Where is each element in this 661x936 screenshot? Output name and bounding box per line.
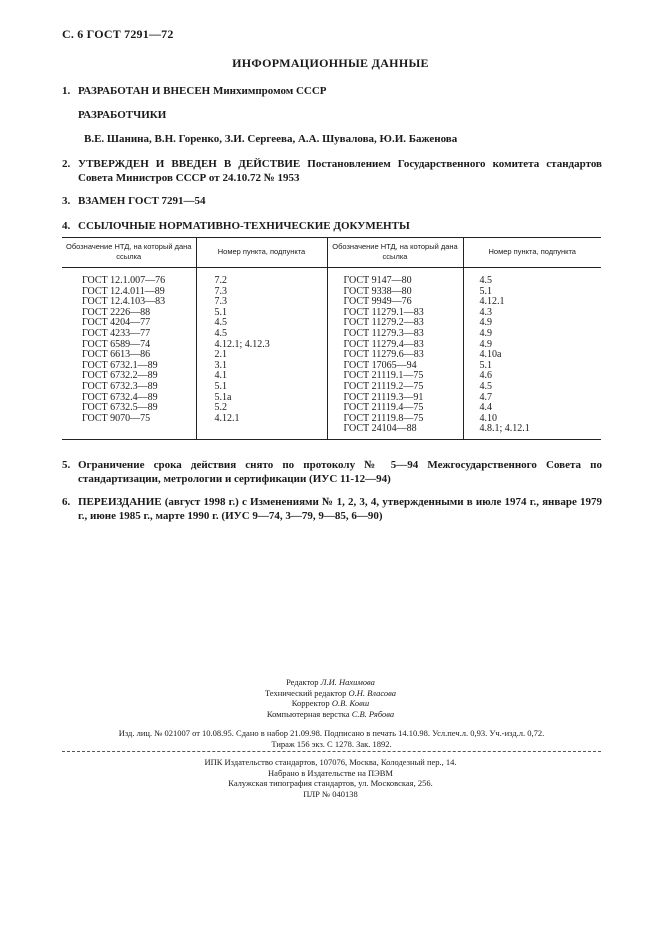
ntd-cell: ГОСТ 12.4.011—89 <box>82 285 165 297</box>
ntd-cell: ГОСТ 21119.3—91 <box>327 393 463 404</box>
clause-cell: 4.3 <box>463 308 601 319</box>
ntd-cell <box>62 424 196 439</box>
divider-line <box>62 751 601 752</box>
item-5 <box>62 458 602 486</box>
clause-cell: 4.1 <box>196 371 327 382</box>
clause-cell: 7.3 <box>196 287 327 298</box>
clause-cell: 3.1 <box>196 361 327 372</box>
item-number: 1. <box>62 85 71 97</box>
reference-documents-table <box>62 237 601 440</box>
clause-cell: 2.1 <box>196 350 327 361</box>
clause-cell: 4.10 <box>463 414 601 425</box>
ntd-cell: ГОСТ 12.4.103—83 <box>82 296 166 308</box>
ntd-cell: ГОСТ 11279.4—83 <box>327 340 463 351</box>
clause-cell: 4.12.1; 4.12.3 <box>196 340 327 351</box>
clause-cell: 4.9 <box>463 318 601 329</box>
clause-cell: 4.5 <box>463 268 601 287</box>
item-text: РАЗРАБОТАН И ВНЕСЕН Минхимпромом СССР <box>78 85 327 97</box>
ntd-cell: ГОСТ 6732.4—89 <box>82 391 158 403</box>
clause-cell: 4.9 <box>463 340 601 351</box>
ntd-cell: ГОСТ 12.1.007—76 <box>82 275 166 286</box>
clause-cell: 5.2 <box>196 403 327 414</box>
role: Редактор <box>286 677 319 687</box>
item-text: УТВЕРЖДЕН И ВВЕДЕН В ДЕЙСТВИЕ Постановлением Государственного комитета стандартов Совета Министров СССР от 24.10.72 № 1953 <box>78 158 602 184</box>
table-row <box>62 424 601 439</box>
clause-cell: 7.2 <box>196 268 327 287</box>
print-run-details: Тираж 156 экз. С 1278. Зак. 1892. <box>271 739 392 749</box>
ntd-cell: ГОСТ 6589—74 <box>82 338 151 350</box>
role: Корректор <box>291 698 330 708</box>
clause-cell: 5.1 <box>463 361 601 372</box>
clause-cell: 4.5 <box>196 329 327 340</box>
ntd-cell: ГОСТ 24104—88 <box>327 424 463 439</box>
table-row <box>62 382 601 393</box>
ntd-cell: ГОСТ 11279.6—83 <box>327 350 463 361</box>
ntd-cell: ГОСТ 21119.4—75 <box>327 403 463 414</box>
clause-cell: 4.12.1 <box>196 414 327 425</box>
table-row <box>62 268 601 287</box>
developers-names: В.Е. Шанина, В.Н. Горенко, З.И. Сергеева, А.А. Шувалова, Ю.И. Баженова <box>84 133 458 145</box>
item-2 <box>62 157 602 185</box>
role: Компьютерная верстка <box>266 708 350 719</box>
clause-cell: 4.8.1; 4.12.1 <box>463 424 601 439</box>
item-text: ПЕРЕИЗДАНИЕ (август 1998 г.) с Изменениями № 1, 2, 3, 4, утвержденными в июле 1974 г., январе 1979 г., июне 1985 г., марте 1990 г. (ИУС 9—74, 3—79, 9—85, 6—90) <box>78 496 602 522</box>
table-header-ntd-left: Обозначение НТД, на который дана ссылка <box>62 238 196 268</box>
table-header-clause-right: Номер пункта, подпункта <box>463 238 601 268</box>
publisher-line: ПЛР № 040138 <box>303 788 358 799</box>
ntd-cell: ГОСТ 4204—77 <box>82 317 151 329</box>
role: Технический редактор <box>264 687 347 698</box>
ntd-cell: ГОСТ 4233—77 <box>82 327 151 339</box>
person: С.В. Рябова <box>351 708 395 719</box>
clause-cell: 5.1 <box>196 308 327 319</box>
ntd-cell: ГОСТ 6732.3—89 <box>82 380 158 392</box>
person: Л.И. Нахимова <box>320 677 375 687</box>
ntd-cell: ГОСТ 21119.8—75 <box>327 414 463 425</box>
publisher-info <box>0 757 661 799</box>
ntd-cell: ГОСТ 9338—80 <box>327 287 463 298</box>
imprint-layout <box>0 709 661 720</box>
clause-cell: 5.1 <box>196 382 327 393</box>
ntd-cell: ГОСТ 6613—86 <box>82 349 151 361</box>
ntd-cell: ГОСТ 17065—94 <box>327 361 463 372</box>
ntd-cell: ГОСТ 9070—75 <box>82 412 151 424</box>
item-6 <box>62 495 602 523</box>
ntd-cell: ГОСТ 6732.1—89 <box>82 359 158 371</box>
ntd-cell: ГОСТ 6732.2—89 <box>82 370 158 382</box>
ntd-cell: ГОСТ 9949—76 <box>327 297 463 308</box>
clause-cell: 4.10а <box>463 350 601 361</box>
clause-cell: 5.1 <box>463 287 601 298</box>
clause-cell: 4.9 <box>463 329 601 340</box>
ntd-cell: ГОСТ 11279.1—83 <box>327 308 463 319</box>
item-number: 3. <box>62 195 71 207</box>
publication-details: Изд. лиц. № 021007 от 10.08.95. Сдано в набор 21.09.98. Подписано в печать 14.10.98. Усл.печ.л. 0,93. Уч.-изд.л. 0,72. <box>118 728 545 738</box>
section-title: ИНФОРМАЦИОННЫЕ ДАННЫЕ <box>232 56 429 70</box>
clause-cell: 4.5 <box>196 318 327 329</box>
clause-cell: 7.3 <box>196 297 327 308</box>
item-3 <box>62 194 602 208</box>
table-header-row <box>62 238 601 268</box>
item-text: ССЫЛОЧНЫЕ НОРМАТИВНО-ТЕХНИЧЕСКИЕ ДОКУМЕНТЫ <box>78 220 410 232</box>
ntd-cell: ГОСТ 21119.1—75 <box>327 371 463 382</box>
ntd-cell: ГОСТ 11279.3—83 <box>327 329 463 340</box>
item-number: 4. <box>62 220 71 232</box>
item-text: Ограничение срока действия снято по протоколу № 5—94 Межгосударственного Совета по стандартизации, метрологии и сертификации (ИУС 11-12—94) <box>78 459 602 485</box>
clause-cell: 5.1а <box>196 393 327 404</box>
table-row <box>62 329 601 340</box>
item-number: 6. <box>62 496 71 508</box>
person: О.Н. Власова <box>348 687 397 698</box>
imprint-tech-editor <box>0 688 661 699</box>
clause-cell: 4.4 <box>463 403 601 414</box>
clause-cell: 4.7 <box>463 393 601 404</box>
table-body <box>62 268 601 440</box>
clause-cell: 4.12.1 <box>463 297 601 308</box>
imprint-staff <box>0 677 661 719</box>
imprint-editor <box>0 677 661 688</box>
publisher-line: ИПК Издательство стандартов, 107076, Москва, Колодезный пер., 14. <box>204 757 457 767</box>
item-text: ВЗАМЕН ГОСТ 7291—54 <box>78 195 206 207</box>
page-header: С. 6 ГОСТ 7291—72 <box>62 27 174 41</box>
clause-cell <box>196 424 327 439</box>
ntd-cell: ГОСТ 11279.2—83 <box>327 318 463 329</box>
table-header-clause-left: Номер пункта, подпункта <box>196 238 327 268</box>
ntd-cell: ГОСТ 6732.5—89 <box>82 402 158 414</box>
ntd-cell: ГОСТ 21119.2—75 <box>327 382 463 393</box>
imprint-proofreader <box>0 698 661 709</box>
developers-heading: РАЗРАБОТЧИКИ <box>78 109 167 121</box>
clause-cell: 4.6 <box>463 371 601 382</box>
ntd-cell: ГОСТ 9147—80 <box>327 268 463 287</box>
item-number: 5. <box>62 459 71 471</box>
item-4 <box>62 219 602 233</box>
clause-cell: 4.5 <box>463 382 601 393</box>
publisher-line: Калужская типография стандартов, ул. Московская, 256. <box>228 778 433 788</box>
table-header-ntd-right: Обозначение НТД, на который дана ссылка <box>327 238 463 268</box>
item-1 <box>62 84 602 98</box>
ntd-cell: ГОСТ 2226—88 <box>82 306 151 318</box>
item-number: 2. <box>62 158 71 170</box>
person: О.В. Ковш <box>331 698 370 708</box>
publisher-line: Набрано в Издательстве на ПЭВМ <box>268 767 393 778</box>
